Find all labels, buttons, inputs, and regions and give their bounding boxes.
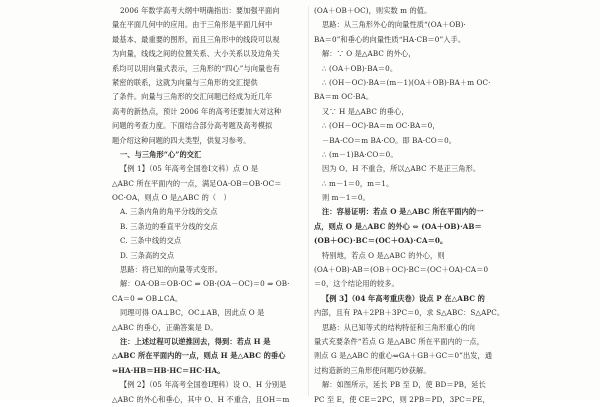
- text-line: C. 三条中线的交点: [120, 236, 182, 246]
- text-line: 紧密的联系，这就为向量与三角形的交汇提供: [112, 77, 258, 87]
- text-line: ∴ (OH－OC)·BA＝m OC·BA＝0，: [322, 121, 440, 131]
- text-line: 思路：从已知等式的结构特征和三角形重心的向: [322, 322, 476, 332]
- text-line: 解：如图所示，延长 PB 至 D，使 BD＝PB，延长: [322, 380, 486, 390]
- text-line: ∴ m－1＝0，m＝1。: [322, 178, 394, 188]
- text-line: 量式充要条件“若点 G 是△ABC 所在平面内的一点，: [314, 336, 484, 346]
- text-line: (OA＋OB＋OC)，则实数 m 的值。: [314, 6, 432, 15]
- text-line: 【例 3】（04 年高考重庆卷）设点 P 在△ABC 的: [322, 293, 485, 303]
- text-line: 因为 O、H 不重合，所以△ABC 不是正三角形。: [322, 164, 481, 174]
- text-line: D. 三条高的交点: [120, 250, 175, 260]
- text-line: A. 三条内角的角平分线的交点: [120, 207, 218, 217]
- text-line: △ABC 的垂心，正确答案是 D。: [112, 322, 218, 332]
- text-line: OC·OA，则点 O 是△ABC 的（ ）: [112, 193, 231, 203]
- left-column: [112, 4, 318, 407]
- text-line: △ABC 的外心和垂心，其中 O、H 不重合，且OH＝m: [112, 394, 290, 404]
- text-line: 内部，且有 PA＋2PB＋3PC＝0，求 S△ABC：S△APC。: [314, 308, 505, 318]
- text-line: 了条件。向量与三角形的交汇问题已经成为近几年: [112, 92, 273, 102]
- text-line: 一、与三角形“心”的交汇: [120, 149, 202, 159]
- text-line: 系均可以用向量式表示，三角形的“四心”与向量也有: [112, 63, 280, 73]
- text-line: 【例 1】（05 年高考全国卷Ⅰ文科）点 O 是: [120, 164, 259, 174]
- text-line: －BA·CO＝m BA·CO。即 BA·CO＝0。: [322, 135, 457, 145]
- text-line: ＝0，这个结论用的较多。: [314, 279, 399, 289]
- text-line: 2006 年数学高考大纲中明确指出：要加强平面向: [120, 6, 280, 15]
- text-line: 注：上述过程可以逆推回去，得到：若点 H 是: [120, 336, 271, 346]
- text-line: 点，则点 O 是△ABC 的外心 ⇔ (OA＋OB)·AB＝: [314, 221, 482, 231]
- text-line: 为向量，线线之间的位置关系、大小关系以及边角关: [112, 49, 280, 59]
- text-line: ∴ (OH－OC)·BA＝(m－1)(OA＋OB)·BA＋m OC·: [322, 77, 491, 87]
- text-line: 又∵ H 是△ABC 的垂心，: [322, 106, 409, 116]
- right-column: [314, 4, 524, 407]
- text-line: 高考的新热点，预计 2006 年的高考还要加大对这种: [112, 106, 282, 116]
- text-line: 【例 2】（05 年高考全国卷Ⅰ理科）设 O、H 分别是: [120, 380, 287, 390]
- text-line: 注：容易证明：若点 O 是△ABC 所在平面内的一: [322, 207, 484, 217]
- text-line: 解：∵ O 是△ABC 的外心，: [322, 49, 416, 59]
- text-line: 特别地，若点 O 是△ABC 的外心，则: [322, 250, 445, 260]
- text-line: PC 至 E，使 CE＝2PC，则 2PB＝PD，3PC＝PE，: [314, 394, 490, 404]
- text-line: BA＝0”和垂心的向量性质“HA·CB＝0”入手。: [314, 34, 466, 44]
- text-line: B. 三条边的垂直平分线的交点: [120, 221, 218, 231]
- text-line: △ABC 所在平面内的一点，满足OA·OB＝OB·OC＝: [112, 178, 282, 188]
- text-line: 同理可得 OA⊥BC，OC⊥AB，因此点 O 是: [120, 308, 265, 318]
- text-line: 问题的考查力度。下面结合部分高考题及高考模拟: [112, 121, 273, 131]
- text-line: (OA＋OB)·AB＝(OB＋OC)·BC＝(OC＋OA)·CA＝0: [314, 265, 489, 275]
- text-line: 则点 G 是△ABC 的重心⇔GA＋GB＋GC＝0”出发，通: [314, 351, 493, 361]
- text-line: 量在平面几何中的应用。由于三角形是平面几何中: [112, 20, 273, 30]
- text-line: 题介绍这种问题的四大类型，供复习参考。: [112, 135, 251, 145]
- text-line: ⇔HA·HB＝HB·HC＝HC·HA。: [112, 365, 225, 375]
- text-line: ∴ (OA＋OB)·BA＝0。: [322, 63, 398, 73]
- text-line: 思路：从三角形外心的向量性质“(OA＋OB)·: [322, 20, 466, 30]
- text-line: △ABC 所在平面内的一点，则点 H 是△ABC 的垂心: [112, 351, 286, 361]
- text-line: CA＝0 ⇒ OB⊥CA。: [112, 293, 183, 303]
- text-line: 思路：将已知的向量等式变形。: [120, 265, 223, 275]
- text-line: BA＝m OC·BA。: [314, 92, 374, 102]
- column-divider: [308, 6, 309, 396]
- text-line: 过构造新的三角形使问题巧妙获解。: [314, 365, 431, 375]
- text-line: 解：OA·OB＝OB·OC ⇒ OB·(OA－OC)＝0 ⇒ OB·: [120, 279, 290, 289]
- text-line: ∴ (m－1)BA·CO＝0。: [322, 149, 398, 159]
- text-line: 最基本、最重要的图形，而且三角形中的线段可以视: [112, 34, 280, 44]
- text-line: 则 m－1＝0。: [322, 193, 370, 203]
- text-line: (OB＋OC)·BC＝(OC＋OA)·CA＝0。: [314, 236, 448, 246]
